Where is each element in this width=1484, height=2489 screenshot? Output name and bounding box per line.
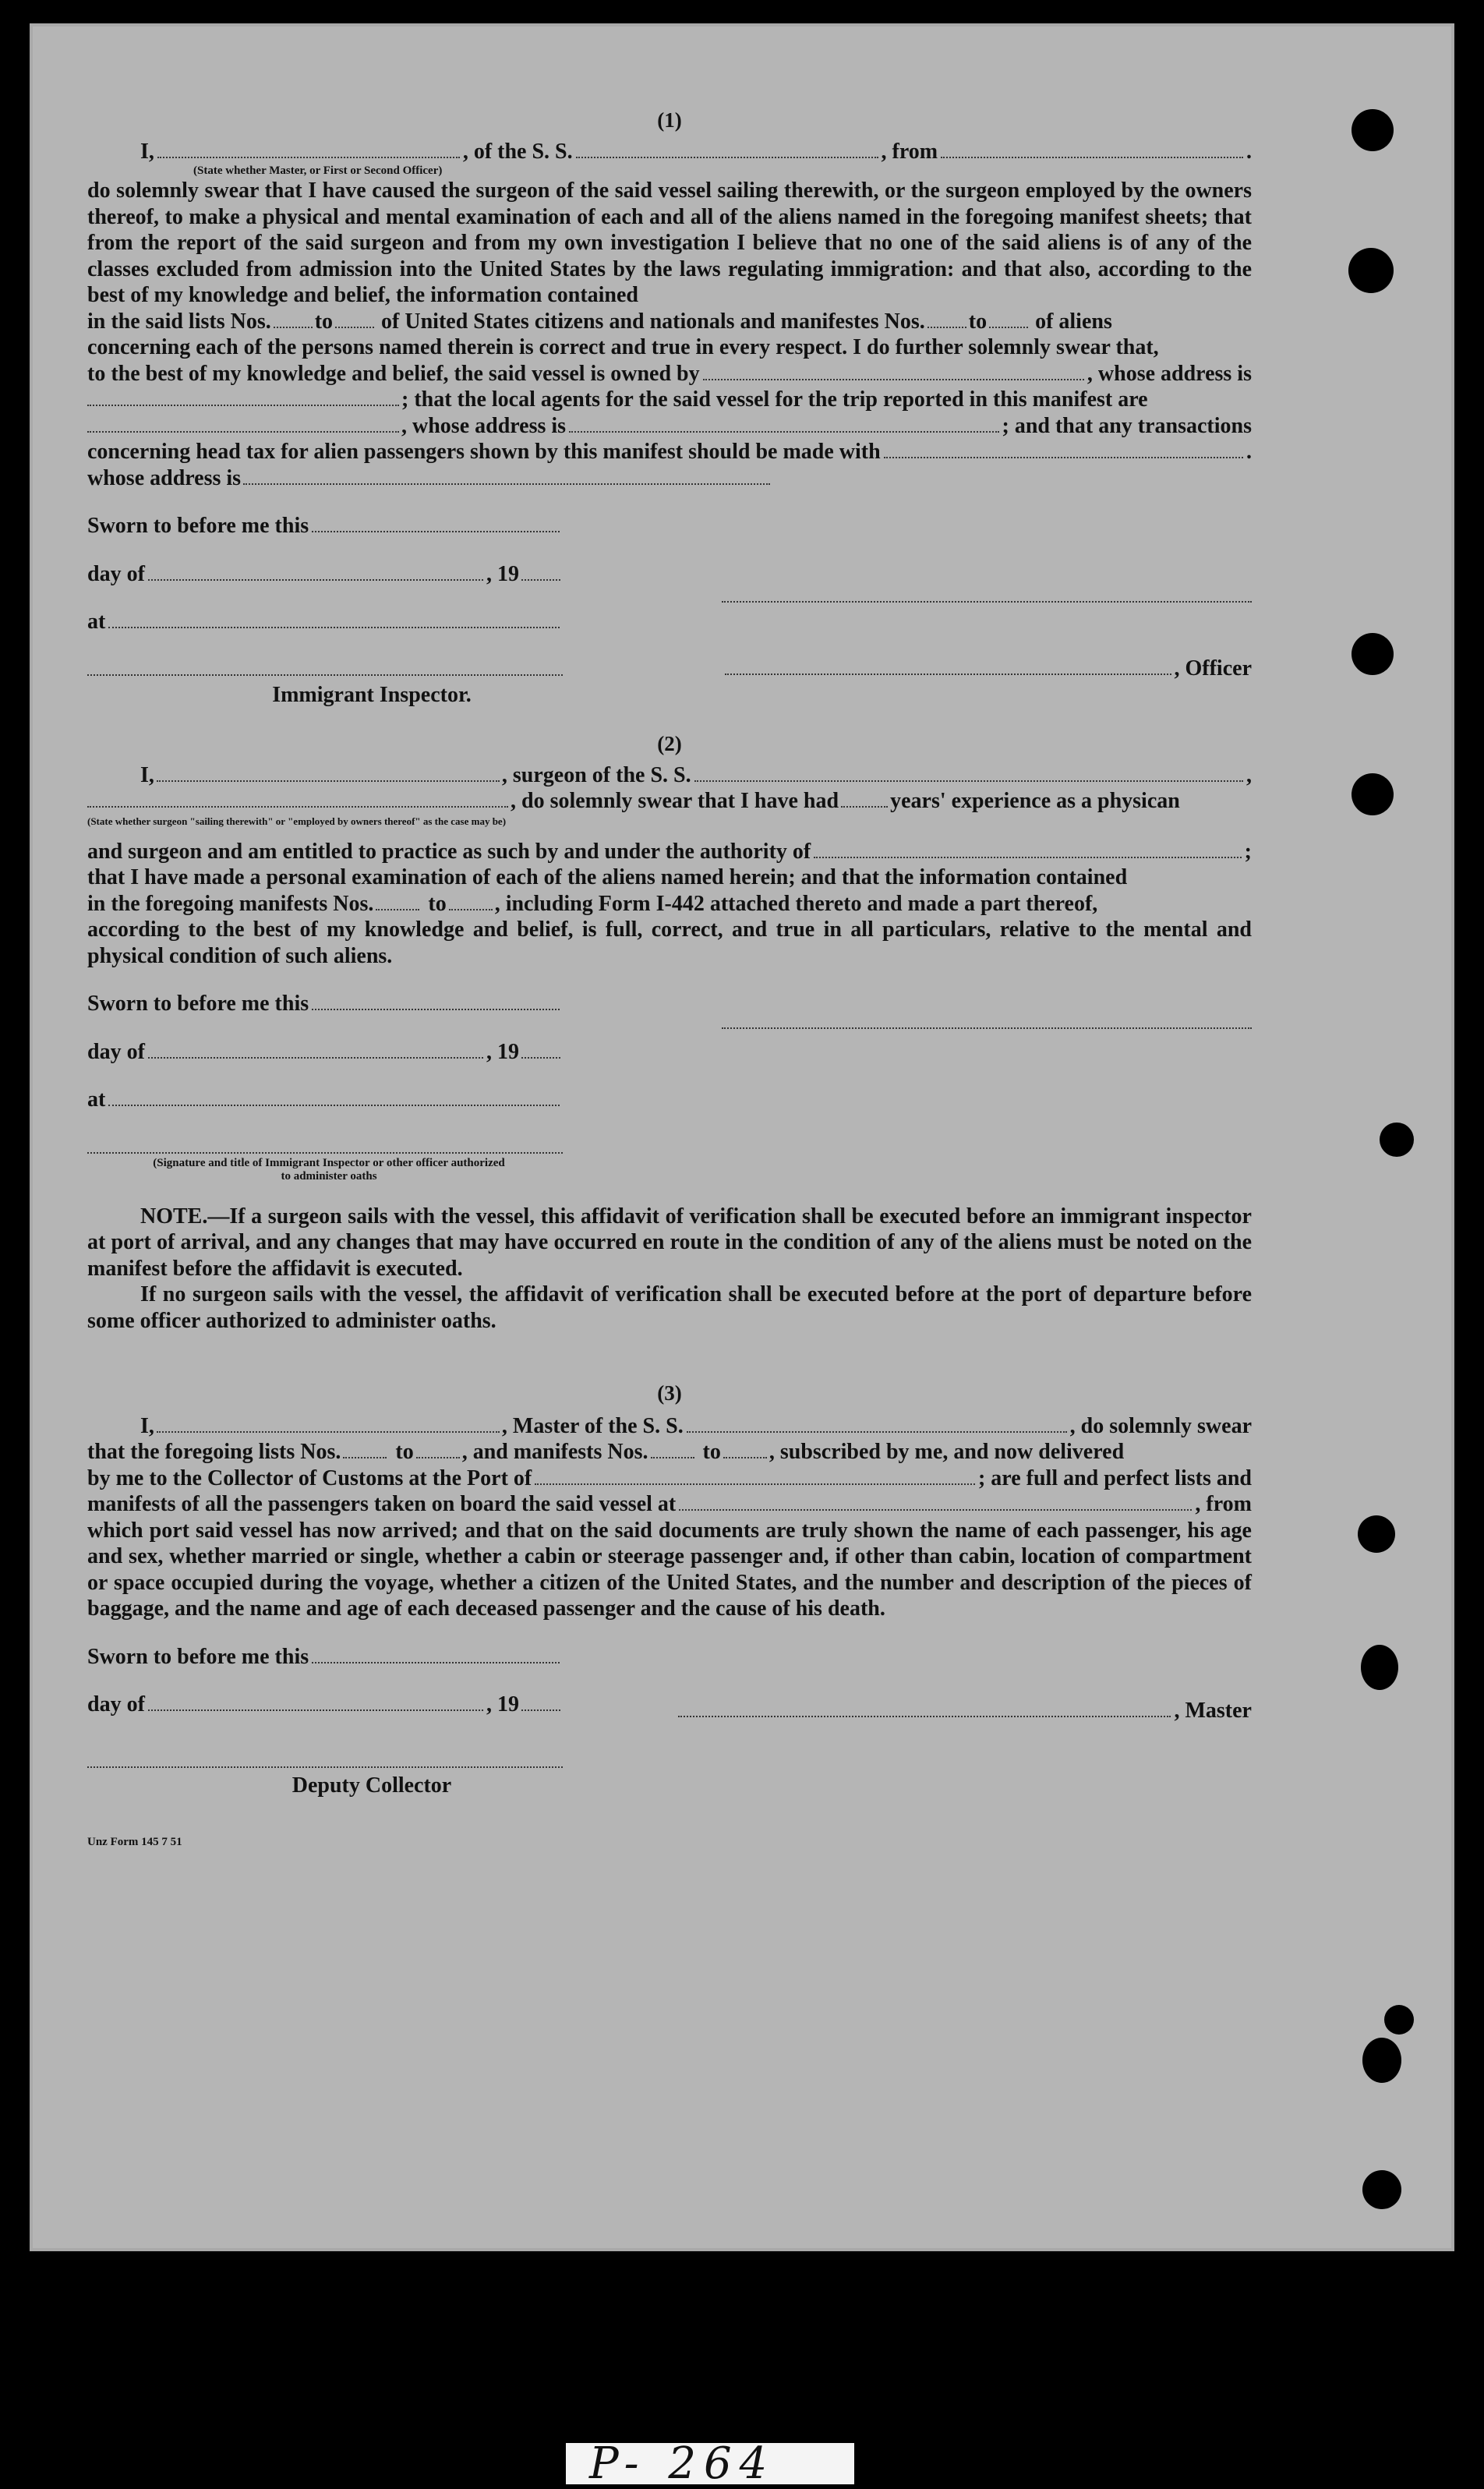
- sworn-date-field[interactable]: [312, 992, 560, 1010]
- master-signature-field[interactable]: [678, 1699, 1171, 1717]
- day-of-line: [87, 1039, 563, 1066]
- from-label: , from: [881, 139, 938, 164]
- day-of-label: day of: [87, 561, 145, 586]
- year-label: , 19: [486, 1692, 519, 1716]
- from-label: , from: [1195, 1492, 1252, 1516]
- local-agents-label: ; that the local agents for the said vessel for the trip reported in this manifest are: [401, 387, 1148, 412]
- lists-line: [87, 309, 1252, 335]
- master-of-label: , Master of the S. S.: [501, 1413, 684, 1438]
- manifests-to-field[interactable]: [989, 309, 1028, 328]
- authority-label: and surgeon and am entitled to practice as such by and under the authority of: [87, 839, 811, 864]
- sworn-line: [87, 1644, 563, 1671]
- transactions-label: ; and that any transactions: [1002, 413, 1252, 438]
- punch-hole: [1362, 2038, 1401, 2083]
- collector-line: [87, 1465, 1252, 1492]
- to-label: to: [428, 891, 447, 916]
- agents-address-field[interactable]: [569, 414, 998, 433]
- to-label: to: [314, 309, 334, 334]
- state-whether-master-note: (State whether Master, or First or Second Officer): [193, 164, 443, 177]
- local-agents-line: [87, 387, 1252, 413]
- sworn-line: [87, 991, 563, 1017]
- section-2-surgeon-signature: [722, 1010, 1252, 1183]
- signature-title-note: (Signature and title of Immigrant Inspector or other officer authorized to administer oaths: [153, 1156, 505, 1183]
- whose-address-label: , whose address is: [401, 413, 567, 438]
- section-3-lists-line: [87, 1439, 1252, 1465]
- note-surgeon-sails: NOTE.—If a surgeon sails with the vessel, this affidavit of verification shall be executed before an immigrant inspector at port of arrival, and any changes that may have occurred en route in the condition of any of the aliens must be noted on the manifest before the affidavit is executed.: [87, 1204, 1252, 1281]
- manifests-line: [87, 891, 1252, 917]
- head-tax-label: concerning head tax for alien passengers shown by this manifest should be made with: [87, 440, 881, 464]
- section-2-jurat: [87, 991, 563, 1183]
- signature-field[interactable]: [722, 584, 1252, 603]
- section-2-number: (2): [657, 732, 682, 755]
- section-1-first-line: [87, 139, 1252, 165]
- manifests-to-field[interactable]: [723, 1440, 767, 1458]
- surgeon-signature-field[interactable]: [722, 1010, 1252, 1029]
- officer-signature-field[interactable]: [725, 656, 1171, 675]
- period: .: [1246, 440, 1252, 464]
- manifests-from-field[interactable]: [376, 892, 419, 910]
- section-1-number: (1): [657, 108, 682, 132]
- officer-name-field[interactable]: [157, 140, 460, 158]
- authority-line: [87, 839, 1252, 865]
- page-number-label: P- 264: [589, 2438, 776, 2489]
- inspector-signature-field[interactable]: [87, 657, 563, 676]
- officer-line: [722, 656, 1252, 682]
- sworn-date-field[interactable]: [312, 1645, 560, 1663]
- lists-to-field[interactable]: [416, 1440, 460, 1458]
- at-label: at: [87, 1087, 106, 1112]
- head-tax-address-field[interactable]: [243, 466, 770, 485]
- to-label: to: [395, 1440, 414, 1464]
- collector-signature-line: [87, 1749, 563, 1768]
- section-1-jurat: [87, 513, 563, 708]
- owner-field[interactable]: [703, 362, 1084, 380]
- full-lists-label: ; are full and perfect lists and: [977, 1465, 1252, 1490]
- head-tax-party-field[interactable]: [884, 440, 1243, 458]
- authority-field[interactable]: [814, 840, 1241, 858]
- years-field[interactable]: [841, 789, 888, 808]
- owned-by-label: to the best of my knowledge and belief, the said vessel is owned by: [87, 361, 700, 386]
- lists-label: that the foregoing lists Nos.: [87, 1440, 341, 1464]
- swear-label: , do solemnly swear: [1069, 1413, 1252, 1438]
- manifests-label: of United States citizens and nationals and manifestes Nos.: [381, 309, 925, 334]
- collector-label: by me to the Collector of Customs at the Port of: [87, 1465, 532, 1490]
- punch-hole: [1352, 109, 1394, 151]
- section-2-signatures: [87, 991, 1252, 1183]
- section-2-i: I,: [140, 762, 154, 787]
- sworn-date-field[interactable]: [312, 514, 560, 532]
- section-1-i: I,: [140, 139, 154, 164]
- day-of-line: [87, 1692, 563, 1718]
- note-no-surgeon: If no surgeon sails with the vessel, the affidavit of verification shall be executed before at the port of departure before some officer authorized to administer oaths.: [87, 1282, 1252, 1333]
- officer-label: , Officer: [1174, 656, 1252, 681]
- whose-address-label: whose address is: [87, 465, 242, 490]
- manifests-to-field[interactable]: [449, 892, 493, 910]
- vessel-name-field[interactable]: [687, 1414, 1067, 1433]
- lists-from-field[interactable]: [343, 1440, 387, 1458]
- sworn-label: Sworn to before me this: [87, 992, 309, 1016]
- month-field[interactable]: [148, 1692, 483, 1711]
- section-3-jurat: [87, 1644, 563, 1799]
- owned-by-line: [87, 361, 1252, 387]
- at-place-field[interactable]: [108, 1087, 560, 1106]
- immigrant-inspector-label: Immigrant Inspector.: [272, 682, 472, 707]
- section-1-officer-signature: [722, 584, 1252, 709]
- year-label: , 19: [486, 561, 519, 586]
- punch-hole: [1384, 2005, 1414, 2035]
- head-tax-line: [87, 439, 1252, 465]
- punch-hole: [1348, 248, 1394, 293]
- punch-hole: [1380, 1123, 1414, 1157]
- inspector-signature-line: [87, 1135, 563, 1154]
- master-name-field[interactable]: [157, 1414, 500, 1433]
- manifests-label: in the foregoing manifests Nos.: [87, 891, 374, 916]
- section-3-number: (3): [657, 1381, 682, 1405]
- lists-to-field[interactable]: [335, 309, 374, 328]
- of-aliens-label: of aliens: [1035, 309, 1112, 334]
- master-line: [675, 1698, 1252, 1724]
- section-3-signatures: [87, 1644, 1252, 1799]
- agent-address-line: [87, 413, 1252, 440]
- semicolon: ;: [1244, 839, 1252, 864]
- manifests-from-field[interactable]: [651, 1440, 694, 1458]
- punch-hole: [1352, 633, 1394, 675]
- taken-on-label: manifests of all the passengers taken on board the said vessel at: [87, 1492, 677, 1516]
- sworn-label: Sworn to before me this: [87, 514, 309, 538]
- at-line: [87, 609, 563, 635]
- section-3-i: I,: [140, 1413, 154, 1438]
- section-3-first-line: [87, 1413, 1252, 1440]
- at-place-field[interactable]: [108, 610, 560, 628]
- surgeon-signature-line: [722, 1010, 1252, 1029]
- punch-hole: [1361, 1645, 1398, 1690]
- form-content: [87, 108, 1252, 1856]
- inspector-signature-line: [87, 657, 563, 676]
- manifests-from-field[interactable]: [928, 309, 966, 328]
- day-of-label: day of: [87, 1692, 145, 1716]
- year-field[interactable]: [521, 1692, 560, 1711]
- departure-port-field[interactable]: [679, 1492, 1192, 1511]
- lists-from-field[interactable]: [274, 309, 313, 328]
- section-2-belief-text: according to the best of my knowledge and belief, is full, correct, and true in all particulars, relative to the mental and physical condition of such aliens.: [87, 917, 1252, 968]
- month-field[interactable]: [148, 562, 483, 581]
- head-tax-address-line: [87, 465, 1252, 492]
- punch-hole: [1362, 2170, 1401, 2209]
- section-1-correct-text: concerning each of the persons named therein is correct and true in every respect. I do further solemnly swear that,: [87, 335, 1159, 359]
- surgeon-type-note: (State whether surgeon "sailing therewith" or "employed by owners thereof" as the case may be): [87, 815, 507, 827]
- vessel-name-field[interactable]: [694, 763, 1243, 782]
- period: .: [1246, 139, 1252, 164]
- surgeon-type-field[interactable]: [87, 789, 508, 808]
- master-label: , Master: [1174, 1698, 1252, 1723]
- surgeon-of-label: , surgeon of the S. S.: [501, 762, 691, 787]
- and-manifests-label: , and manifests Nos.: [461, 1440, 648, 1464]
- including-form-label: , including Form I-442 attached thereto and made a part thereof,: [494, 891, 1098, 916]
- section-1-signatures: [87, 513, 1252, 708]
- blank-signature-line: [722, 584, 1252, 603]
- section-1-oath-text: do solemnly swear that I have caused the surgeon of the said vessel sailing therewith, or the surgeon employed by the owners thereof, to make a physical and mental examination of each and all of the aliens named in the foregoing manifest sheets; that from the report of the said surgeon and from my own investigation I believe that no one of the said aliens is of any of the classes excluded from admission into the United States by the laws regulating immigration: and that also, according to the best of my knowledge and belief, the information contained: [87, 179, 1252, 307]
- surgeon-name-field[interactable]: [157, 763, 500, 782]
- inspector-signature-field[interactable]: [87, 1135, 563, 1154]
- lists-label: in the said lists Nos.: [87, 309, 271, 334]
- to-label: to: [968, 309, 988, 334]
- from-port-field[interactable]: [941, 140, 1243, 158]
- swear-label: , do solemnly swear that I have had: [511, 789, 839, 813]
- year-field[interactable]: [521, 562, 560, 581]
- port-field[interactable]: [535, 1466, 975, 1485]
- years-label: years' experience as a physican: [890, 789, 1180, 813]
- taken-on-line: [87, 1491, 1252, 1518]
- agents-field[interactable]: [87, 414, 399, 433]
- month-field[interactable]: [148, 1040, 483, 1059]
- day-of-label: day of: [87, 1039, 145, 1064]
- section-3-master-signature: [675, 1698, 1252, 1799]
- owner-address-field[interactable]: [87, 387, 399, 406]
- punch-hole: [1352, 773, 1394, 815]
- deputy-collector-label: Deputy Collector: [292, 1773, 452, 1798]
- punch-hole: [1358, 1515, 1395, 1553]
- section-2-first-line: [87, 762, 1252, 789]
- year-label: , 19: [486, 1039, 519, 1064]
- of-ss-label: , of the S. S.: [462, 139, 573, 164]
- sworn-label: Sworn to before me this: [87, 1644, 309, 1669]
- subscribed-label: , subscribed by me, and now delivered: [768, 1440, 1125, 1464]
- section-2-examined-text: that I have made a personal examination of each of the aliens named herein; and that the information contained: [87, 865, 1128, 889]
- to-label: to: [702, 1440, 721, 1464]
- whose-address-label: , whose address is: [1086, 361, 1252, 386]
- years-line: [87, 788, 1252, 815]
- at-label: at: [87, 610, 106, 634]
- comma: ,: [1246, 762, 1252, 787]
- section-3-arrived-text: which port said vessel has now arrived; and that on the said documents are truly shown the name of each passenger, his age and sex, whether married or single, whether a cabin or steerage passenger and, if other than cabin, location of compartment or space occupied during the voyage, whether a citizen of the United States, and the number and description of the pieces of baggage, and the name and age of each deceased passenger and the cause of his death.: [87, 1518, 1252, 1621]
- form-number: Unz Form 145 7 51: [87, 1836, 182, 1848]
- collector-signature-field[interactable]: [87, 1749, 563, 1768]
- day-of-line: [87, 561, 563, 588]
- vessel-name-field[interactable]: [576, 140, 878, 158]
- year-field[interactable]: [521, 1040, 560, 1059]
- at-line: [87, 1087, 563, 1113]
- sworn-line: [87, 513, 563, 539]
